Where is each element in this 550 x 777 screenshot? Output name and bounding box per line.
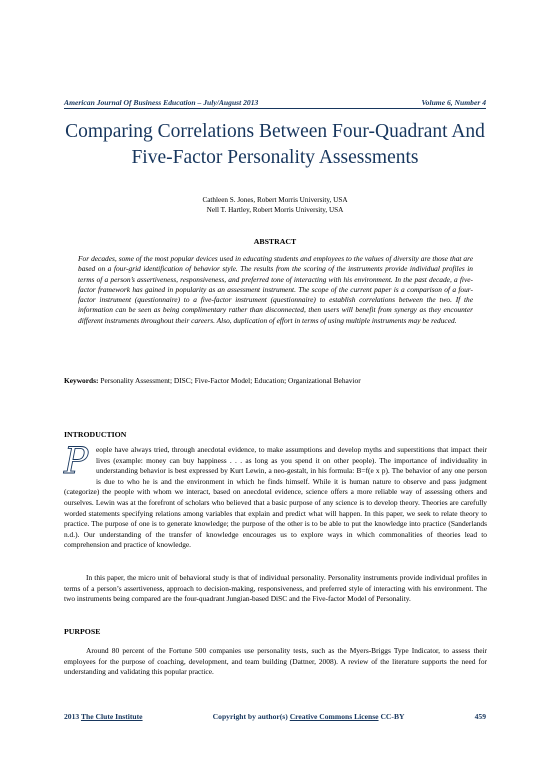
page-footer	[64, 712, 486, 721]
footer-publisher	[64, 712, 143, 721]
author-line: Cathleen S. Jones, Robert Morris University, USA	[202, 196, 348, 204]
running-header	[64, 98, 486, 109]
journal-name: American Journal Of Business Education – July/August 2013	[64, 98, 259, 107]
creative-commons-link[interactable]: Creative Commons License	[289, 712, 379, 721]
introduction-paragraph-1	[64, 441, 487, 551]
purpose-paragraph: Around 80 percent of the Fortune 500 companies use personality tests, such as the Myers-Briggs Type Indicator, to assess their employees for the purpose of coaching, development, and team building (Dattner, 2008). A review of the literature supports the need for understanding and validating this popular practice.	[64, 646, 487, 677]
footer-copyright	[213, 712, 405, 721]
keywords	[64, 376, 486, 386]
introduction-paragraph-2: In this paper, the micro unit of behavioral study is that of individual personality. Personality instruments provide individual profiles in terms of a person’s assertiveness, approach to decision-making, responsiveness, and preferred style of interacting with his environment. The two instruments being compared are the four-quadrant Jungian-based DiSC and the Five-factor Model of Personality.	[64, 573, 487, 604]
footer-year: 2013	[64, 712, 80, 721]
author-line: Nell T. Hartley, Robert Morris University, USA	[206, 206, 344, 214]
section-heading-introduction: INTRODUCTION	[64, 430, 127, 439]
keywords-label: Keywords:	[64, 376, 99, 385]
paper-title: Comparing Correlations Between Four-Quadrant And Five-Factor Personality Assessments	[65, 121, 485, 168]
section-heading-purpose: PURPOSE	[64, 627, 101, 636]
volume-number: Volume 6, Number 4	[421, 98, 486, 107]
abstract-heading: ABSTRACT	[253, 237, 297, 246]
introduction-text: eople have always tried, through anecdotal evidence, to make assumptions and develop myths and superstitions that impact their lives (example: money can buy happiness . . . as long as you spend it on other people). The importance of individuality in understanding behavior is best expressed by Kurt Lewin, a neo-gestalt, in his formula: B=f(e x p). The behavior of any one person is due to who he is and the environment in which he finds himself. While it is human nature to observe and pass judgment (categorize) the people with whom we interact, based on anecdotal evidence, science offers a more reliable way of assessing others and ourselves. Lewin was at the forefront of scholars who believed that a basic purpose of any science is to develop theory. Theories are carefully worded statements specifying relations among variables that explain and predict what will happen. In this paper, we seek to relate theory to practice. The purpose of one is to generate knowledge; the purpose of the other is to be able to put the knowledge into practice (Sanderlands n.d.). Our understanding of the transfer of knowledge encourages us to explore ways in which commonalities of theories lead to comprehension and practice of knowledge.	[64, 445, 487, 550]
author-list	[64, 195, 486, 215]
drop-cap: P	[64, 441, 89, 482]
copyright-text: Copyright by author(s)	[212, 712, 288, 721]
page-number: 459	[474, 712, 486, 721]
license-type: CC-BY	[380, 712, 405, 721]
keywords-text: Personality Assessment; DISC; Five-Factor Model; Education; Organizational Behavior	[100, 376, 361, 385]
abstract-body: For decades, some of the most popular devices used in educating students and employees to the values of diversity are those that are based on a four-grid identification of behavior style. The results from the scoring of the instruments provide individual profiles in terms of a person’s assertiveness, responsiveness, and preferred tone of interacting with his environment. In the past decade, a five-factor framework has gained in popularity as an assessment instrument. The scope of the current paper is a comparison of a four-factor instrument (questionnaire) to a five-factor instrument (questionnaire) to establish correlations between the two. If the information can be seen as being complimentary rather than disconnected, then users will benefit from synergy as they encounter different instruments throughout their careers. Also, duplication of effort in terms of using multiple instruments may be reduced.	[78, 254, 473, 325]
clute-institute-link[interactable]: The Clute Institute	[80, 712, 143, 721]
